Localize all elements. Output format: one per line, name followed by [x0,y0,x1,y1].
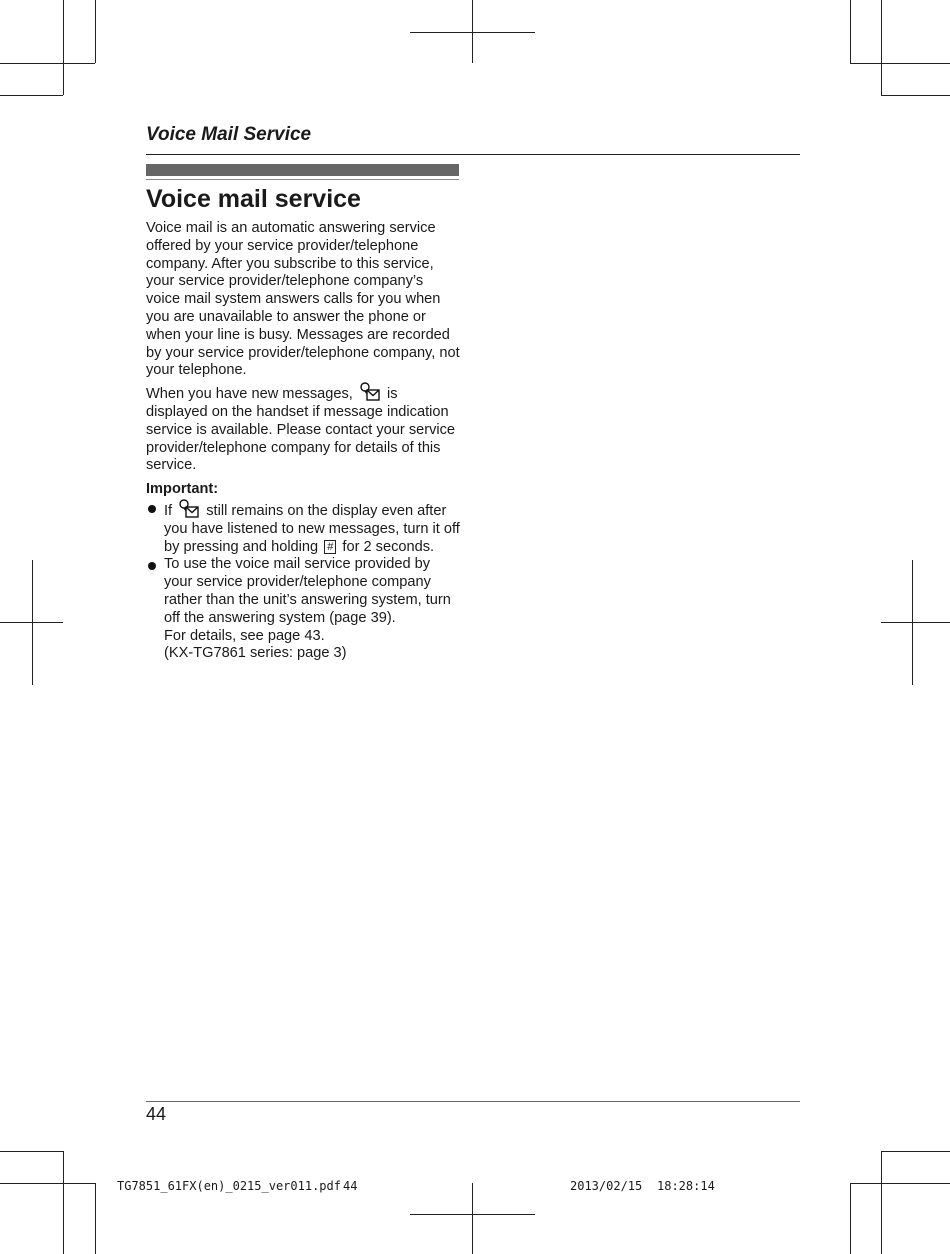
bullet1-text-start: If [164,502,173,519]
crop-mark [63,0,64,95]
print-page-number: 44 [343,1179,358,1193]
crop-mark [0,1183,95,1184]
crop-mark [410,32,535,33]
list-item [146,499,461,556]
bullet2-line2: For details, see page 43. [164,627,325,644]
hash-key-icon: # [324,540,336,554]
crop-mark [63,1151,64,1254]
crop-mark [881,1151,882,1254]
crop-mark [0,95,63,96]
crop-mark [95,0,96,63]
crop-mark [850,0,851,63]
print-file-name: TG7851_61FX(en)_0215_ver011.pdf [117,1179,341,1193]
crop-mark [850,1183,950,1184]
new-messages-paragraph [146,382,461,475]
intro-paragraph: Voice mail is an automatic answering service offered by your service provider/telephone company. After you subscribe to this service, your service provider/telephone company’s voice mail system answers calls for you when you are unavailable to answer the phone or when your line is busy. Messages are recorded by your service provider/telephone company, not your telephone. [146,220,460,379]
bullet1-text-end: for 2 seconds. [342,538,435,555]
voice-mail-icon [359,382,381,402]
crop-mark [410,1214,535,1215]
crop-mark [850,63,950,64]
crop-mark [0,1151,63,1152]
crop-mark [881,0,882,95]
crop-mark [0,63,95,64]
bullet-dot [148,505,156,513]
important-list [146,499,461,663]
crop-mark [850,1183,851,1254]
crop-mark [881,1151,950,1152]
bullet2-line3: (KX-TG7861 series: page 3) [164,645,347,662]
page-number: 44 [146,1104,167,1124]
section-title: Voice Mail Service [146,124,312,145]
print-date: 2013/02/15 [570,1179,643,1193]
crop-mark [472,1183,473,1254]
article-body [146,220,461,663]
list-item [146,556,461,663]
new-messages-text-end: is displayed on the handset if message indication service is available. Please contact your service provider/telephone company for details of this service. [146,386,456,474]
crop-mark [0,622,63,623]
header-rule [146,154,800,155]
print-time: 18:28:14 [657,1179,715,1193]
footer-rule [146,1101,800,1102]
important-label: Important: [146,481,219,498]
bullet1-text-middle: still remains on the display even after you have listened to new messages, turn it off by pressing and holding [164,502,460,555]
crop-mark [881,95,950,96]
heading-bar-line [146,179,459,180]
bullet2-line1: To use the voice mail service provided by your service provider/telephone company rather than the unit’s answering system, turn off the answering system (page 39). [164,556,451,626]
new-messages-text-start: When you have new messages, [146,386,353,403]
bullet-dot [148,562,156,570]
page-heading: Voice mail service [146,185,361,213]
crop-mark [881,622,950,623]
voice-mail-icon [178,499,200,519]
heading-bar [146,164,459,176]
crop-mark [95,1183,96,1254]
